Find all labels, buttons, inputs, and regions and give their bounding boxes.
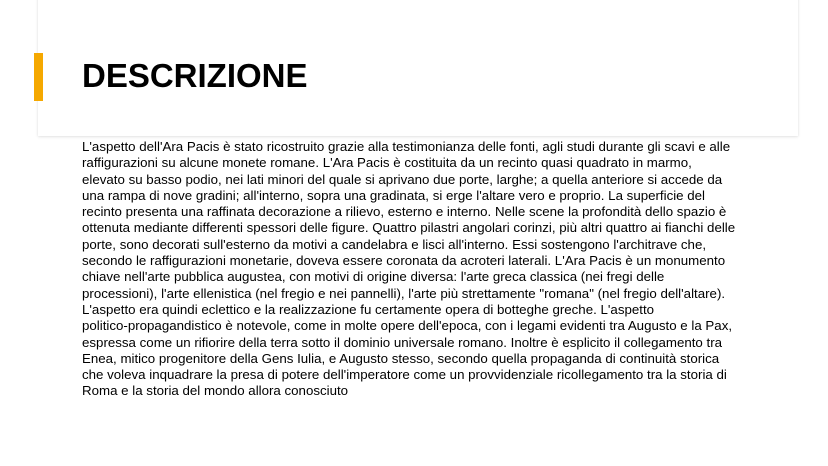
body-line: politico-propagandistico è notevole, come in molte opere dell'epoca, con i legami evidenti tra Augusto e la Pax, (82, 318, 733, 334)
slide-title: DESCRIZIONE (82, 57, 308, 94)
body-line: una rampa di nove gradini; all'interno, sopra una gradinata, si erge l'altare vero e proprio. La superficie del (82, 187, 706, 203)
body-line: recinto presenta una raffinata decorazione a rilievo, esterno e interno. Nelle scene la profondità dello spazio è (82, 204, 727, 220)
body-line: secondo le raffigurazioni monetarie, doveva essere coronata da acroteri laterali. L'Ara Pacis è un monumento (82, 253, 726, 269)
accent-bar (34, 53, 43, 101)
body-line: chiave nell'arte pubblica augustea, con motivi di origine diversa: l'arte greca classica (nei fregi delle (82, 269, 665, 285)
body-line: Roma e la storia del mondo allora conosciuto (82, 383, 349, 399)
body-line: porte, sono decorati sull'esterno da motivi a candelabra e lisci all'interno. Essi sostengono l'architrave che, (82, 236, 707, 252)
body-text (82, 139, 782, 400)
body-line: L'aspetto era quindi eclettico e la realizzazione fu certamente opera di botteghe greche. L'aspetto (82, 301, 655, 317)
body-line: processioni), l'arte ellenistica (nel fregio e nei pannelli), l'arte più strettamente "romana" (nel fregio dell'altare). (82, 285, 726, 301)
body-line: L'aspetto dell'Ara Pacis è stato ricostruito grazie alla testimonianza delle fonti, agli studi durante gli scavi e alle (82, 139, 731, 154)
body-line: Enea, mitico progenitore della Gens Iulia, e Augusto stesso, secondo quella propaganda di continuità storica (82, 350, 720, 366)
body-line: ottenuta mediante differenti spessori delle figure. Quattro pilastri angolari corinzi, più altri quattro ai fianchi delle (82, 220, 736, 236)
body-line: che voleva inquadrare la presa di potere dell'imperatore come un provvidenziale ricollegamento tra la storia di (82, 367, 727, 383)
body-line: espressa come un rifiorire della terra sotto il dominio universale romano. Inoltre è esplicito il collegamento tra (82, 334, 723, 350)
body-line: elevato su basso podio, nei lati minori del quale si aprivano due porte, larghe; a quella anteriore si accede da (82, 171, 723, 187)
body-line: raffigurazioni su alcune monete romane. L'Ara Pacis è costituita da un recinto quasi quadrato in marmo, (82, 155, 692, 171)
